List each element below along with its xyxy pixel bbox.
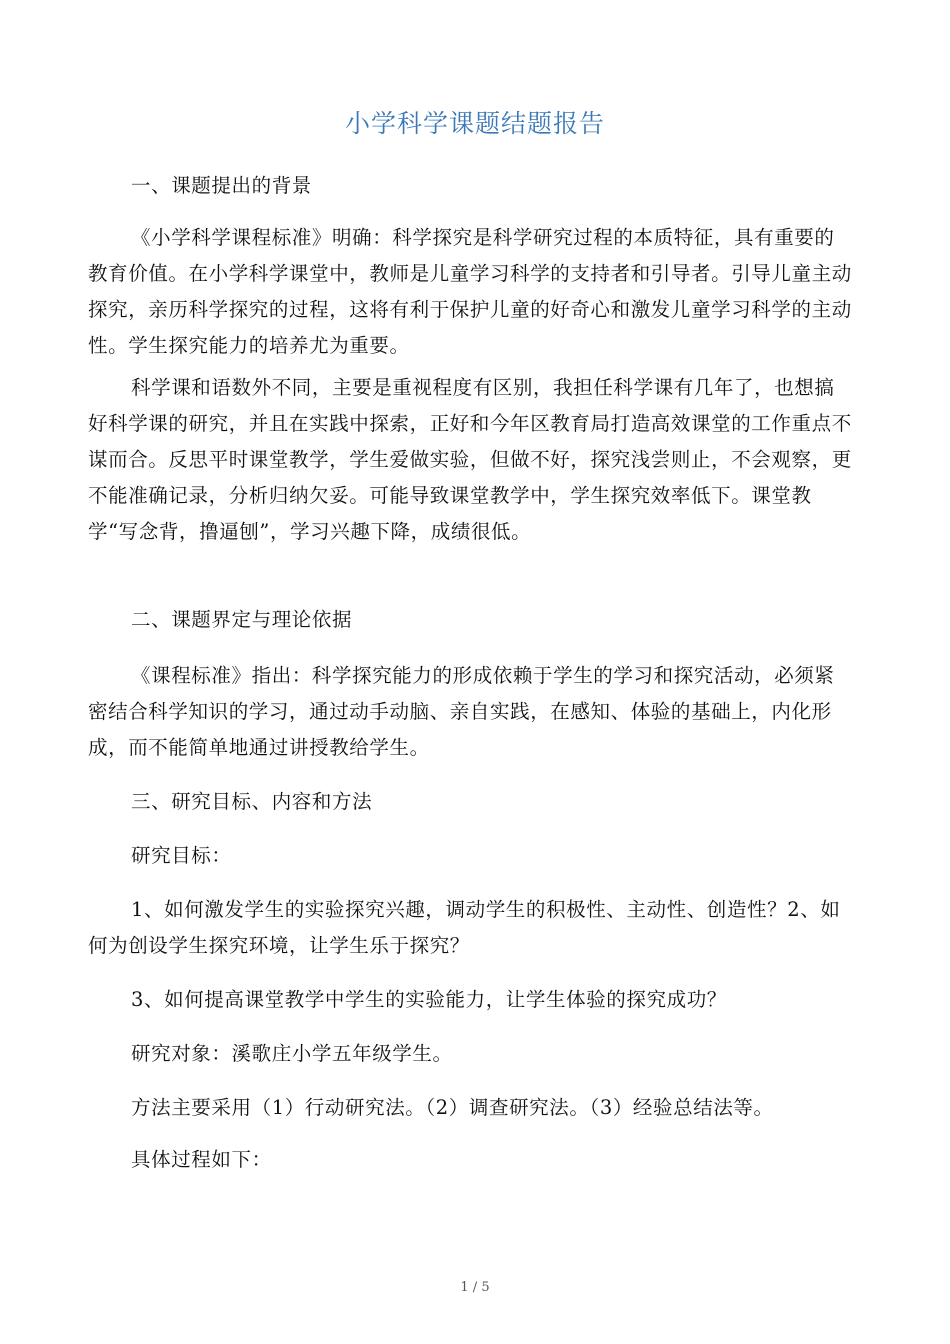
research-subject: 研究对象：溪歌庄小学五年级学生。 [131,1042,453,1065]
process-label: 具体过程如下： [131,1148,272,1171]
section-heading-background: 一、课题提出的背景 [131,174,312,197]
goal-item-3: 3、如何提高课堂教学中学生的实验能力，让学生体验的探究成功？ [131,988,727,1011]
goals-label: 研究目标： [131,844,232,867]
page-indicator: 1 / 5 [460,1280,490,1295]
document-title: 小学科学课题结题报告 [344,109,605,138]
research-methods: 方法主要采用（1）行动研究法。（2）调查研究法。（3）经验总结法等。 [131,1096,774,1119]
paragraph-background-2: 科学课和语数外不同，主要是重视程度有区别，我担任科学课有几年了，也想搞好科学课的研究，并且在实践中探索，正好和今年区教育局打造高效课堂的工作重点不谋而合。反思平时课堂教学，学生爱做实验，但做不好，探究浅尝则止，不会观察，更不能准确记录，分析归纳欠妥。可能导致课堂教学中，学生探究效率低下。课堂教学“写念背，撸逼刨”，学习兴趣下降，成绩很低。 [88,376,852,543]
paragraph-background-1: 《小学科学课程标准》明确：科学探究是科学研究过程的本质特征，具有重要的教育价值。在小学科学课堂中，教师是儿童学习科学的支持者和引导者。引导儿童主动探究，亲历科学探究的过程，这将有利于保护儿童的好奇心和激发儿童学习科学的主动性。学生探究能力的培养尤为重要。 [88,226,852,357]
paragraph-definition-1: 《课程标准》指出：科学探究能力的形成依赖于学生的学习和探究活动，必须紧密结合科学知识的学习，通过动手动脑、亲自实践，在感知、体验的基础上，内化形成，而不能简单地通过讲授教给学生。 [88,664,835,759]
goal-item-1-2: 1、如何激发学生的实验探究兴趣，调动学生的积极性、主动性、创造性？2、如何为创设学生探究环境，让学生乐于探究？ [88,898,841,957]
section-heading-goals: 三、研究目标、内容和方法 [131,790,373,813]
section-heading-definition: 二、课题界定与理论依据 [131,608,353,631]
